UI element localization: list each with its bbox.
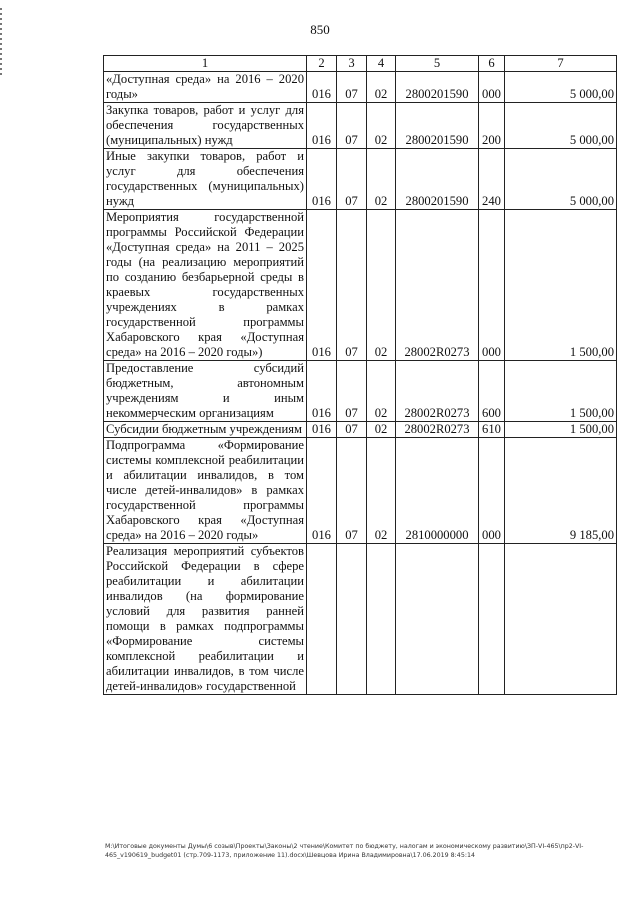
table-row	[104, 210, 617, 361]
cell-target-article: 2810000000	[396, 438, 479, 544]
cell-ministry: 016	[307, 422, 337, 438]
cell-expense-type: 600	[479, 361, 505, 422]
cell-ministry: 016	[307, 149, 337, 210]
row-name: Подпрограмма «Формирование системы комплексной реабилитации и абилитации инвалидов, в том числе детей-инвалидов» в рамках государственной программы Хабаровского края «Доступная среда» на 2016 – 2020 годы»	[104, 438, 307, 544]
cell-section: 07	[337, 422, 367, 438]
row-name: Предоставление субсидий бюджетным, автономным учреждениям и иным некоммерческим организациям	[104, 361, 307, 422]
col-header: 6	[479, 56, 505, 72]
col-header: 2	[307, 56, 337, 72]
table-row	[104, 544, 617, 695]
cell-section: 07	[337, 438, 367, 544]
row-name: Реализация мероприятий субъектов Российской Федерации в сфере реабилитации и абилитации инвалидов (на формирование условий для развития ранней помощи в рамках подпрограммы «Формирование системы комплексной реабилитации и абилитации инвалидов, в том числе детей-инвалидов» государственной	[104, 544, 307, 695]
cell-expense-type: 240	[479, 149, 505, 210]
col-header: 7	[505, 56, 617, 72]
budget-table	[103, 55, 617, 695]
cell-ministry: 016	[307, 361, 337, 422]
cell-amount: 1 500,00	[505, 422, 617, 438]
cell-amount: 5 000,00	[505, 149, 617, 210]
cell-ministry: 016	[307, 72, 337, 103]
table-row	[104, 422, 617, 438]
row-name: Мероприятия государственной программы Российской Федерации «Доступная среда» на 2011 – 2025 годы (на реализацию мероприятий по созданию безбарьерной среды в краевых государственных учреждениях в рамках государственной программы Хабаровского края «Доступная среда» на 2016 – 2020 годы»)	[104, 210, 307, 361]
cell-expense-type: 610	[479, 422, 505, 438]
cell-expense-type: 000	[479, 210, 505, 361]
cell-section	[337, 544, 367, 695]
cell-subsection: 02	[367, 72, 396, 103]
cell-amount: 5 000,00	[505, 72, 617, 103]
col-header: 4	[367, 56, 396, 72]
cell-subsection: 02	[367, 103, 396, 149]
row-name: «Доступная среда» на 2016 – 2020 годы»	[104, 72, 307, 103]
file-path-footer: M:\Итоговые документы Думы\6 созыв\Проекты\Законы\2 чтение\Комитет по бюджету, налогам и экономическому развитию\ЗП-VI-465\пр2-VI-465_v190619_budget01 (стр.709-1173, приложение 11).docx\Шевцова Ирина Владимировна\17.06.2019 8:45:14	[105, 843, 584, 859]
cell-ministry: 016	[307, 103, 337, 149]
row-name: Иные закупки товаров, работ и услуг для обеспечения государственных (муниципальных) нужд	[104, 149, 307, 210]
cell-section: 07	[337, 361, 367, 422]
table-row	[104, 72, 617, 103]
cell-subsection: 02	[367, 438, 396, 544]
cell-section: 07	[337, 149, 367, 210]
cell-ministry: 016	[307, 438, 337, 544]
cell-section: 07	[337, 72, 367, 103]
row-name: Субсидии бюджетным учреждениям	[104, 422, 307, 438]
cell-ministry	[307, 544, 337, 695]
cell-amount: 1 500,00	[505, 210, 617, 361]
cell-target-article: 28002R0273	[396, 361, 479, 422]
cell-expense-type	[479, 544, 505, 695]
cell-section: 07	[337, 210, 367, 361]
cell-expense-type: 200	[479, 103, 505, 149]
col-header: 5	[396, 56, 479, 72]
cell-ministry: 016	[307, 210, 337, 361]
cell-amount: 1 500,00	[505, 361, 617, 422]
header-row	[104, 56, 617, 72]
cell-expense-type: 000	[479, 438, 505, 544]
cell-subsection: 02	[367, 361, 396, 422]
cell-amount: 9 185,00	[505, 438, 617, 544]
col-header: 1	[104, 56, 307, 72]
cell-subsection: 02	[367, 210, 396, 361]
table-row	[104, 438, 617, 544]
cell-target-article: 28002R0273	[396, 210, 479, 361]
col-header: 3	[337, 56, 367, 72]
cell-target-article: 28002R0273	[396, 422, 479, 438]
row-name: Закупка товаров, работ и услуг для обеспечения государственных (муниципальных) нужд	[104, 103, 307, 149]
cell-target-article: 2800201590	[396, 149, 479, 210]
cell-subsection: 02	[367, 149, 396, 210]
table-row	[104, 149, 617, 210]
table-row	[104, 103, 617, 149]
cell-section: 07	[337, 103, 367, 149]
table-row	[104, 361, 617, 422]
cell-target-article	[396, 544, 479, 695]
margin-mark	[0, 8, 2, 78]
cell-amount	[505, 544, 617, 695]
cell-target-article: 2800201590	[396, 103, 479, 149]
cell-amount: 5 000,00	[505, 103, 617, 149]
cell-subsection	[367, 544, 396, 695]
cell-target-article: 2800201590	[396, 72, 479, 103]
page-number: 850	[310, 22, 330, 37]
cell-expense-type: 000	[479, 72, 505, 103]
cell-subsection: 02	[367, 422, 396, 438]
